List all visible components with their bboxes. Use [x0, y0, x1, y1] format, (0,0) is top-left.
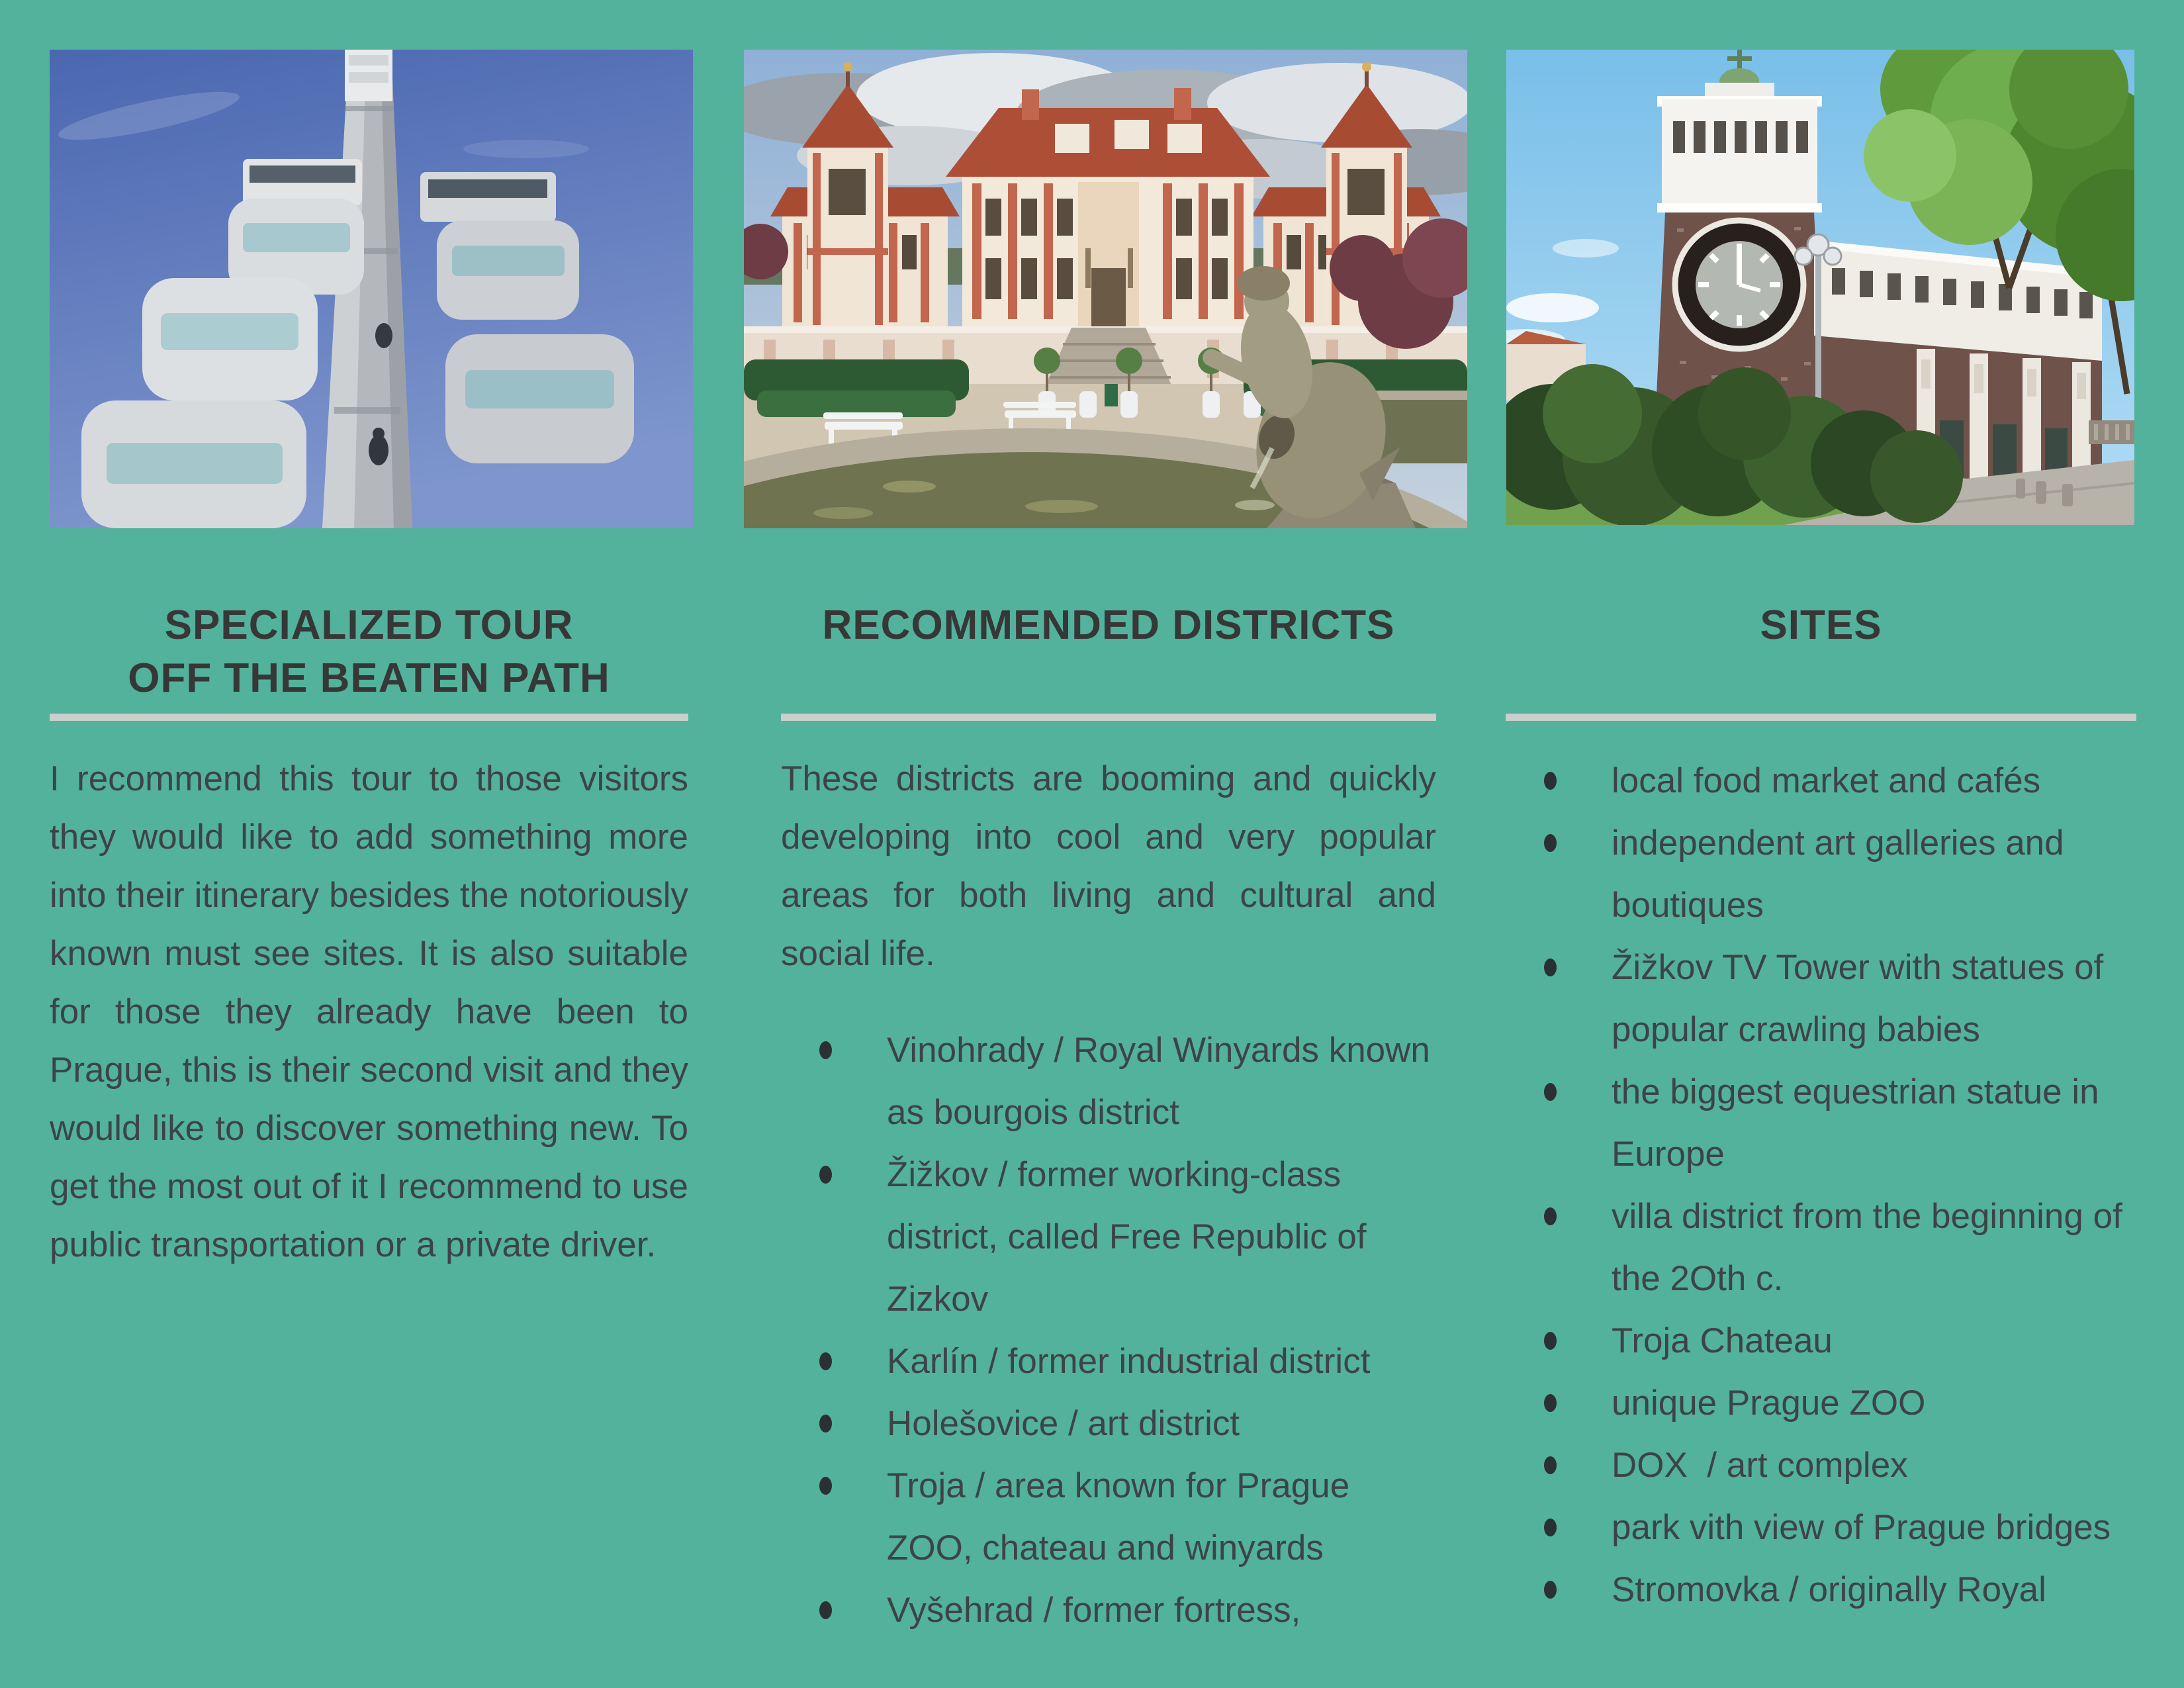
heading-line: OFF THE BEATEN PATH: [128, 655, 610, 701]
heading-line: SPECIALIZED TOUR: [164, 602, 574, 648]
list-item: Karlín / former industrial district: [781, 1331, 1436, 1393]
column-heading: [1506, 599, 2136, 714]
heading-line: RECOMMENDED DISTRICTS: [822, 602, 1395, 648]
list-item: villa district from the beginning of the 2Oth c.: [1506, 1186, 2136, 1310]
districts-paragraph: These districts are booming and quickly developing into cool and very popular areas for both living and cultural and social life.: [781, 759, 1436, 973]
list-item: Žižkov / former working-class district, called Free Republic of Zizkov: [781, 1144, 1436, 1331]
photo-sacred-heart-church: [1506, 50, 2134, 525]
column-recommended-districts: [781, 599, 1440, 1642]
list-item: Holešovice / art district: [781, 1393, 1436, 1455]
intro-paragraph: I recommend this tour to those visitors they would like to add something more into their itinerary besides the notoriously known must see sites. It is also suitable for those they already have been to Prague, this is their second visit and they would like to discover something new. To get the most out of it I recommend to use public transportation or a private driver.: [50, 759, 688, 1264]
column-heading: [50, 599, 688, 714]
list-item: independent art galleries and boutiques: [1506, 812, 2136, 937]
list-item: local food market and cafés: [1506, 750, 2136, 812]
list-item: Žižkov TV Tower with statues of popular crawling babies: [1506, 937, 2136, 1061]
photo-zizkov-tv-tower: [50, 50, 693, 528]
list-item: Vinohrady / Royal Winyards known as bourgois district: [781, 1019, 1436, 1144]
column-sites: [1506, 599, 2136, 1621]
list-item: Troja Chateau: [1506, 1310, 2136, 1372]
list-item: park vith view of Prague bridges: [1506, 1497, 2136, 1559]
sites-list: [1506, 750, 2136, 1621]
column-specialized-tour: [50, 599, 688, 1274]
list-item: the biggest equestrian statue in Europe: [1506, 1061, 2136, 1186]
sacred-heart-church-illustration: [1506, 50, 2134, 525]
photo-troja-chateau: [744, 50, 1467, 528]
list-item: unique Prague ZOO: [1506, 1372, 2136, 1434]
divider-rule: [50, 714, 688, 721]
divider-rule: [781, 714, 1436, 721]
list-item: Stromovka / originally Royal: [1506, 1559, 2136, 1621]
list-item: DOX / art complex: [1506, 1434, 2136, 1497]
heading-line: SITES: [1760, 602, 1882, 648]
column-heading: [781, 599, 1436, 714]
districts-list: [781, 1019, 1440, 1642]
list-item: Vyšehrad / former fortress,: [781, 1579, 1436, 1642]
troja-chateau-illustration: [744, 50, 1467, 528]
zizkov-tv-tower-illustration: [50, 50, 693, 528]
list-item: Troja / area known for Prague ZOO, chateau and winyards: [781, 1455, 1436, 1579]
divider-rule: [1506, 714, 2136, 721]
